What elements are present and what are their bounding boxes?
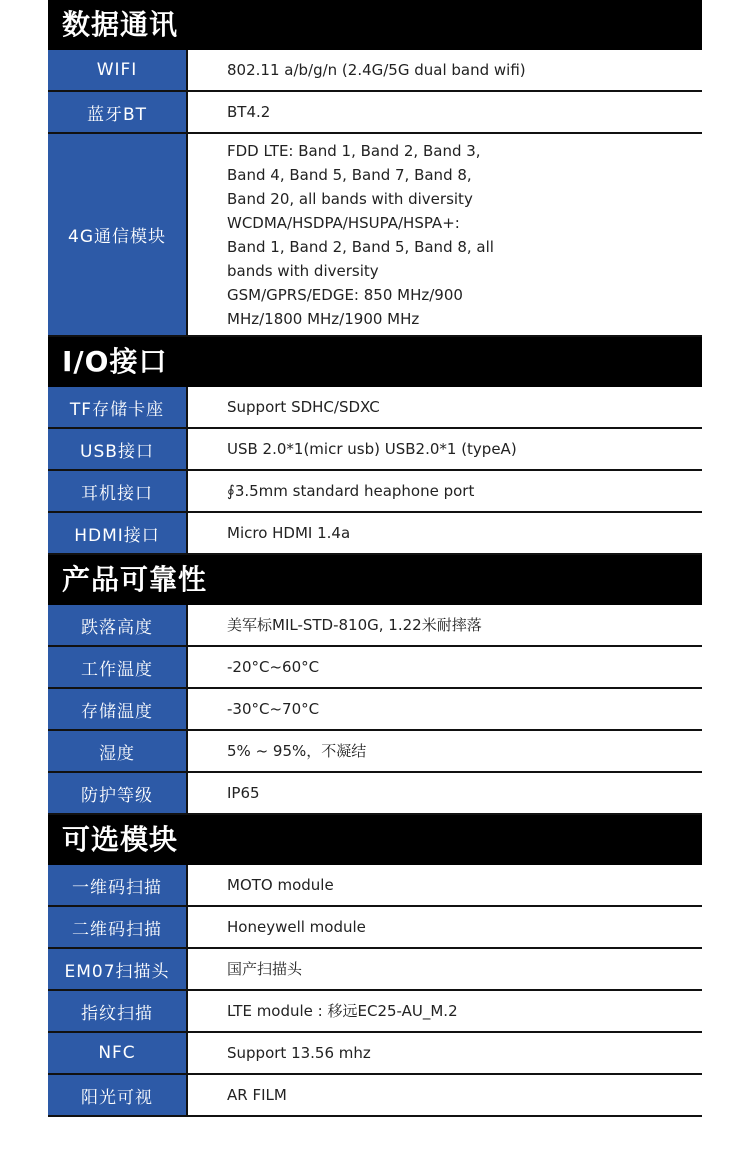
spec-value: USB 2.0*1(micr usb) USB2.0*1 (typeA): [227, 440, 517, 458]
spec-value: 美军标MIL-STD-810G, 1.22米耐摔落: [227, 616, 482, 634]
spec-value: BT4.2: [227, 103, 271, 121]
spec-label: EM07扫描头: [48, 949, 188, 989]
spec-value: MOTO module: [227, 876, 334, 894]
spec-label: NFC: [48, 1033, 188, 1073]
spec-row-em07-scanner: [48, 949, 702, 991]
spec-value: LTE module : 移远EC25-AU_M.2: [227, 1002, 458, 1020]
spec-label: 指纹扫描: [48, 991, 188, 1031]
spec-row-drop-height: [48, 605, 702, 647]
section-header-optional-modules: 可选模块: [48, 815, 702, 865]
spec-label: 二维码扫描: [48, 907, 188, 947]
spec-value: -30°C~70°C: [227, 700, 320, 718]
spec-label: 防护等级: [48, 773, 188, 813]
spec-value: 国产扫描头: [227, 960, 303, 978]
spec-row-tf-card: [48, 387, 702, 429]
spec-value: Support 13.56 mhz: [227, 1044, 371, 1062]
spec-row-headphone: [48, 471, 702, 513]
spec-row-bluetooth: [48, 92, 702, 134]
section-header-communication: 数据通讯: [48, 0, 702, 50]
spec-row-wifi: [48, 50, 702, 92]
spec-sheet: [48, 0, 702, 1117]
spec-label: 工作温度: [48, 647, 188, 687]
spec-row-storage-temp: [48, 689, 702, 731]
spec-label: 一维码扫描: [48, 865, 188, 905]
spec-label: 湿度: [48, 731, 188, 771]
spec-value: ∮3.5mm standard heaphone port: [227, 482, 475, 500]
spec-value: IP65: [227, 784, 260, 802]
spec-row-usb: [48, 429, 702, 471]
spec-label: TF存储卡座: [48, 387, 188, 427]
spec-row-sunlight-readable: [48, 1075, 702, 1117]
spec-value: -20°C~60°C: [227, 658, 320, 676]
spec-value: Support SDHC/SDXC: [227, 398, 380, 416]
spec-row-nfc: [48, 1033, 702, 1075]
spec-label: 蓝牙BT: [48, 92, 188, 132]
spec-row-humidity: [48, 731, 702, 773]
spec-row-1d-scanner: [48, 865, 702, 907]
spec-value: FDD LTE: Band 1, Band 2, Band 3, Band 4, Band 5, Band 7, Band 8, Band 20, all bands with diversity WCDMA/HSDPA/HSUPA/HSPA+: Band 1, Band 2, Band 5, Band 8, all bands with diversity GSM/GPRS/EDGE: 850 MHz/900 MHz/1800 MHz/1900 MHz: [227, 142, 494, 328]
spec-label: 阳光可视: [48, 1075, 188, 1115]
section-header-reliability: 产品可靠性: [48, 555, 702, 605]
spec-label: USB接口: [48, 429, 188, 469]
spec-value: 5% ~ 95%，不凝结: [227, 742, 367, 760]
section-header-io: I/O接口: [48, 337, 702, 387]
spec-value: Honeywell module: [227, 918, 366, 936]
spec-label: 耳机接口: [48, 471, 188, 511]
spec-label: 4G通信模块: [48, 134, 188, 335]
spec-row-4g-module: [48, 134, 702, 337]
spec-label: WIFI: [48, 50, 188, 90]
spec-row-2d-scanner: [48, 907, 702, 949]
spec-value: AR FILM: [227, 1086, 287, 1104]
spec-value: 802.11 a/b/g/n (2.4G/5G dual band wifi): [227, 61, 526, 79]
spec-label: 跌落高度: [48, 605, 188, 645]
spec-row-protection: [48, 773, 702, 815]
spec-row-operating-temp: [48, 647, 702, 689]
spec-row-hdmi: [48, 513, 702, 555]
spec-label: HDMI接口: [48, 513, 188, 553]
spec-value: Micro HDMI 1.4a: [227, 524, 351, 542]
spec-row-fingerprint: [48, 991, 702, 1033]
spec-label: 存储温度: [48, 689, 188, 729]
